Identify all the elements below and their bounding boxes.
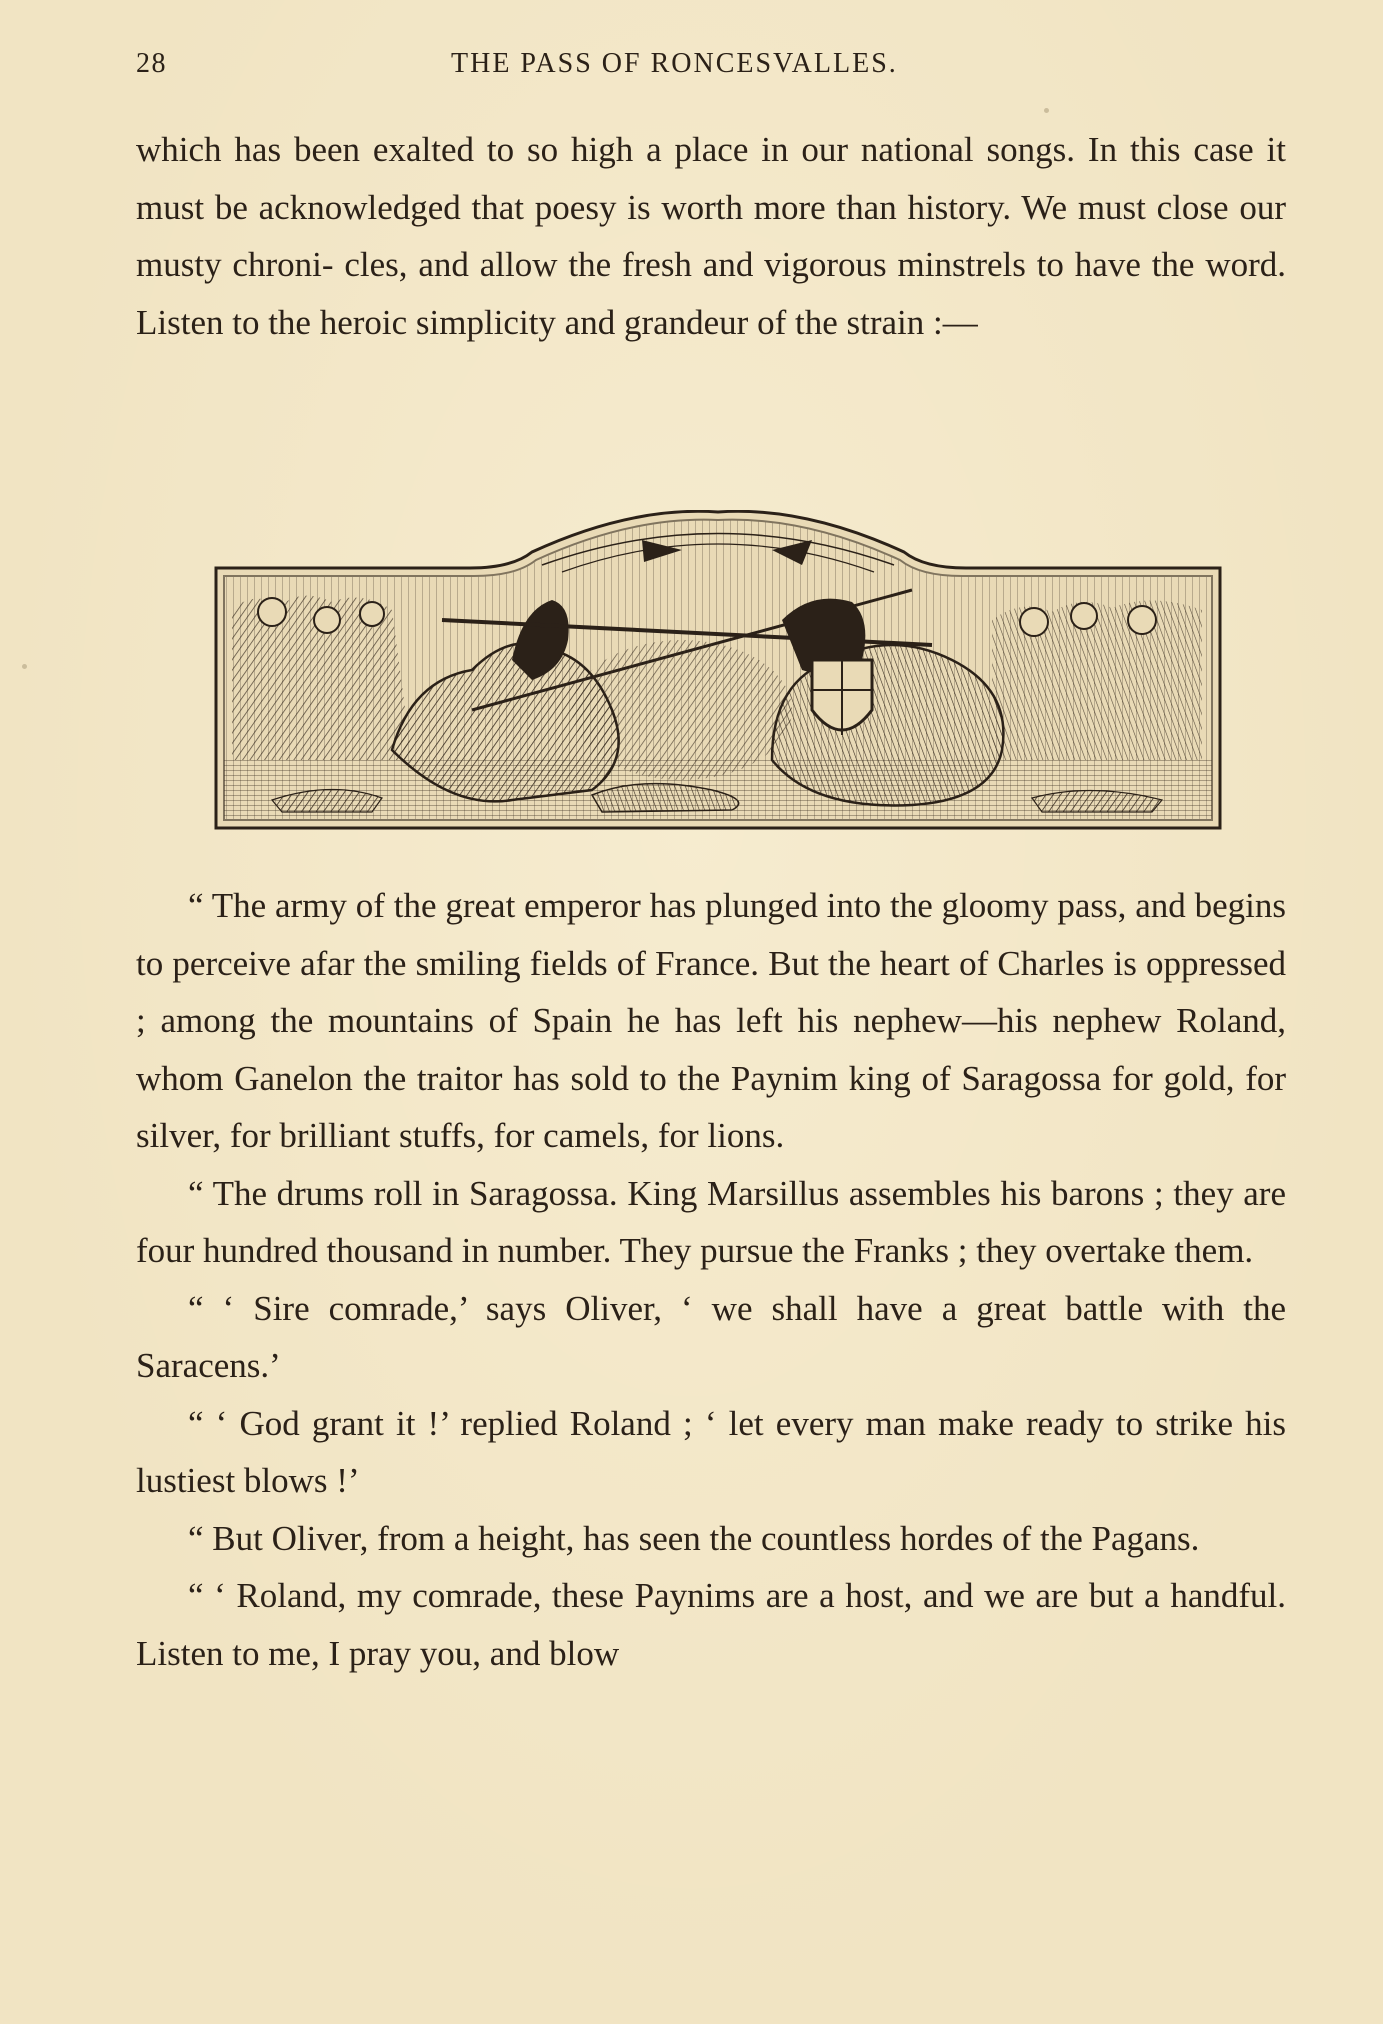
- paragraph: which has been exalted to so high a place in our national songs. In this case it must be acknowledged that poesy is worth more than history. We must close our musty chroni- cles, and allow the fresh and vigorous minstrels to have the word. Listen to the heroic simplicity and grandeur of the strain :—: [136, 130, 1286, 342]
- running-title: THE PASS OF RONCESVALLES.: [451, 48, 898, 79]
- paragraph: “ The drums roll in Saragossa. King Marsillus assembles his barons ; they are four hundred thousand in number. They pursue the Franks ; they overtake them.: [136, 1173, 1286, 1270]
- paper-speck: [1044, 108, 1049, 113]
- running-head: [136, 48, 1286, 88]
- paragraph: “ ‘ Roland, my comrade, these Paynims are a host, and we are but a handful. Listen to me, I pray you, and blow: [136, 1576, 1286, 1673]
- page-number: 28: [136, 48, 167, 79]
- text-block-top: [136, 121, 1286, 351]
- text-block-bottom: [136, 877, 1286, 1682]
- illustration: [212, 510, 1224, 832]
- paragraph: “ But Oliver, from a height, has seen the countless hordes of the Pagans.: [188, 1518, 1200, 1558]
- paper-speck: [22, 664, 27, 669]
- jousting-knights-engraving-icon: [212, 510, 1224, 832]
- paragraph: “ ‘ God grant it !’ replied Roland ; ‘ let every man make ready to strike his lustiest blows !’: [136, 1403, 1286, 1500]
- paragraph: “ ‘ Sire comrade,’ says Oliver, ‘ we shall have a great battle with the Saracens.’: [136, 1288, 1286, 1385]
- paragraph: “ The army of the great emperor has plunged into the gloomy pass, and begins to perceive afar the smiling fields of France. But the heart of Charles is oppressed ; among the mountains of Spain he has left his nephew—his nephew Roland, whom Ganelon the traitor has sold to the Paynim king of Saragossa for gold, for silver, for brilliant stuffs, for camels, for lions.: [136, 886, 1286, 1155]
